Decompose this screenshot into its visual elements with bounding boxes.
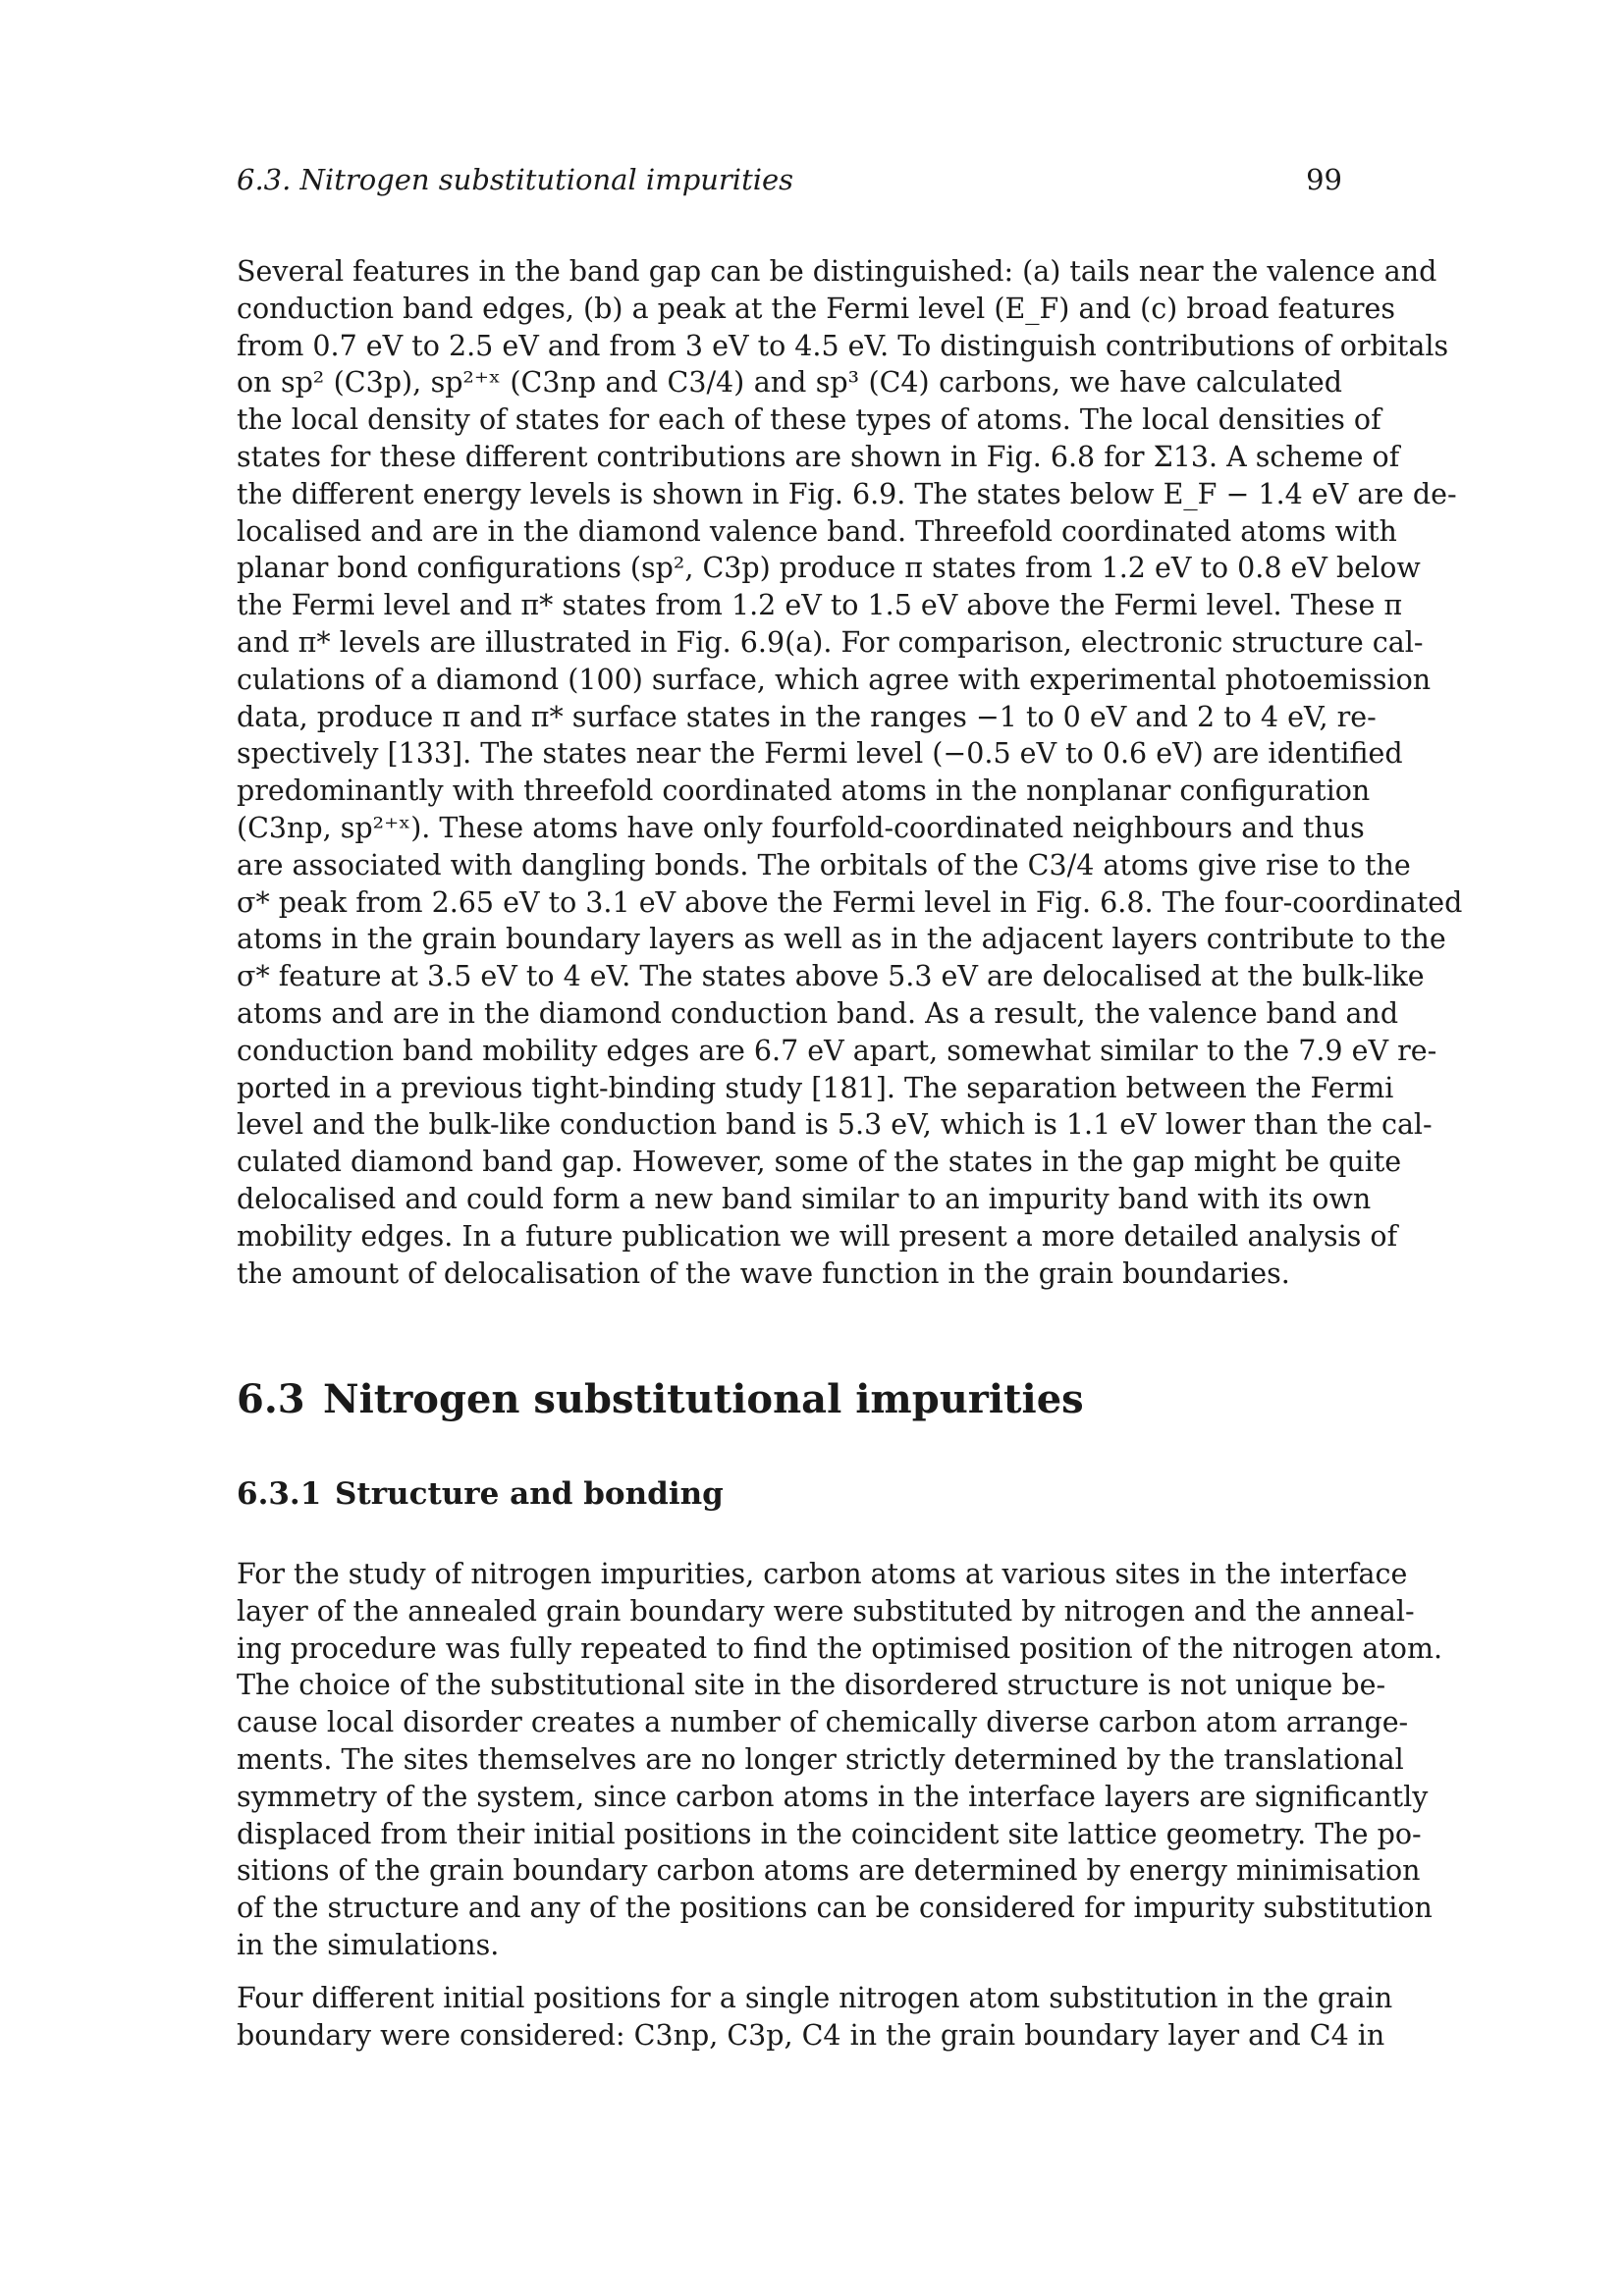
text-line: the different energy levels is shown in Fig. 6.9. The states below E_F − 1.4 eV are de- xyxy=(237,477,1457,510)
text-line: conduction band edges, (b) a peak at the Fermi level (E_F) and (c) broad features xyxy=(237,292,1396,325)
section-title: Nitrogen substitutional impurities xyxy=(323,1376,1084,1422)
page-number: 99 xyxy=(1306,163,1342,196)
text-line: boundary were considered: C3np, C3p, C4 in the grain boundary layer and C4 in xyxy=(237,2018,1385,2052)
text-line: from 0.7 eV to 2.5 eV and from 3 eV to 4.5 eV. To distinguish contributions of orbitals xyxy=(237,329,1449,362)
body-text-top xyxy=(237,253,1463,1292)
text-line: ments. The sites themselves are no longer strictly determined by the translational xyxy=(237,1742,1404,1776)
text-line: data, produce π and π* surface states in the ranges −1 to 0 eV and 2 to 4 eV, re- xyxy=(237,700,1377,733)
section-heading xyxy=(237,1376,1084,1422)
text-line: predominantly with threefold coordinated atoms in the nonplanar configuration xyxy=(237,774,1371,808)
running-header xyxy=(237,163,1342,202)
text-line: σ* peak from 2.65 eV to 3.1 eV above the Fermi level in Fig. 6.8. The four-coordinated xyxy=(237,885,1463,919)
subsection-title: Structure and bonding xyxy=(335,1476,724,1512)
text-line: (C3np, sp²⁺ˣ). These atoms have only fourfold-coordinated neighbours and thus xyxy=(237,811,1365,844)
text-line: The choice of the substitutional site in the disordered structure is not unique be- xyxy=(237,1669,1386,1702)
text-line: delocalised and could form a new band similar to an impurity band with its own xyxy=(237,1182,1372,1215)
text-line: mobility edges. In a future publication we will present a more detailed analysis of xyxy=(237,1219,1398,1253)
text-line: planar bond configurations (sp², C3p) produce π states from 1.2 eV to 0.8 eV below xyxy=(237,552,1421,585)
text-line: conduction band mobility edges are 6.7 eV apart, somewhat similar to the 7.9 eV re- xyxy=(237,1034,1437,1067)
body-text-bottom xyxy=(237,1556,1443,2054)
text-line: displaced from their initial positions in the coincident site lattice geometry. The po- xyxy=(237,1817,1422,1850)
paragraph-band-gap-features xyxy=(237,253,1463,1292)
text-line: are associated with dangling bonds. The orbitals of the C3/4 atoms give rise to the xyxy=(237,848,1411,881)
subsection-heading xyxy=(237,1476,724,1512)
text-line: σ* feature at 3.5 eV to 4 eV. The states above 5.3 eV are delocalised at the bulk-like xyxy=(237,960,1425,993)
text-line: sitions of the grain boundary carbon atoms are determined by energy minimisation xyxy=(237,1854,1421,1888)
text-line: cause local disorder creates a number of chemically diverse carbon atom arrange- xyxy=(237,1706,1409,1739)
section-number: 6.3 xyxy=(237,1376,305,1422)
text-line: the amount of delocalisation of the wave function in the grain boundaries. xyxy=(237,1256,1290,1290)
text-line: Four different initial positions for a single nitrogen atom substitution in the grain xyxy=(237,1981,1393,2014)
text-line: culations of a diamond (100) surface, which agree with experimental photoemission xyxy=(237,663,1432,696)
paragraph-nitrogen-study xyxy=(237,1556,1443,1964)
text-line: ing procedure was fully repeated to find the optimised position of the nitrogen atom. xyxy=(237,1631,1443,1665)
text-line: Several features in the band gap can be distinguished: (a) tails near the valence and xyxy=(237,255,1437,288)
text-line: layer of the annealed grain boundary were substituted by nitrogen and the anneal- xyxy=(237,1594,1415,1628)
text-line: atoms and are in the diamond conduction band. As a result, the valence band and xyxy=(237,996,1399,1030)
text-line: on sp² (C3p), sp²⁺ˣ (C3np and C3/4) and sp³ (C4) carbons, we have calculated xyxy=(237,366,1342,400)
text-line: For the study of nitrogen impurities, carbon atoms at various sites in the interface xyxy=(237,1558,1408,1590)
text-line: atoms in the grain boundary layers as well as in the adjacent layers contribute to the xyxy=(237,923,1446,956)
text-line: level and the bulk-like conduction band is 5.3 eV, which is 1.1 eV lower than the cal- xyxy=(237,1108,1433,1142)
text-line: the local density of states for each of these types of atoms. The local densities of xyxy=(237,403,1381,437)
running-header-title: 6.3. Nitrogen substitutional impurities xyxy=(237,163,794,196)
subsection-number: 6.3.1 xyxy=(237,1476,322,1512)
text-line: the Fermi level and π* states from 1.2 eV to 1.5 eV above the Fermi level. These π xyxy=(237,589,1403,622)
text-line: and π* levels are illustrated in Fig. 6.9(a). For comparison, electronic structure cal- xyxy=(237,625,1424,659)
text-line: symmetry of the system, since carbon atoms in the interface layers are significantly xyxy=(237,1780,1429,1813)
text-line: of the structure and any of the positions can be considered for impurity substitution xyxy=(237,1892,1433,1925)
text-line: culated diamond band gap. However, some of the states in the gap might be quite xyxy=(237,1146,1402,1179)
text-line: localised and are in the diamond valence band. Threefold coordinated atoms with xyxy=(237,514,1397,548)
text-line: in the simulations. xyxy=(237,1928,500,1961)
text-line: ported in a previous tight-binding study [181]. The separation between the Fermi xyxy=(237,1071,1394,1104)
text-line: states for these different contributions are shown in Fig. 6.8 for Σ13. A scheme of xyxy=(237,440,1400,473)
paragraph-initial-positions xyxy=(237,1980,1393,2055)
text-line: spectively [133]. The states near the Fermi level (−0.5 eV to 0.6 eV) are identified xyxy=(237,737,1403,771)
